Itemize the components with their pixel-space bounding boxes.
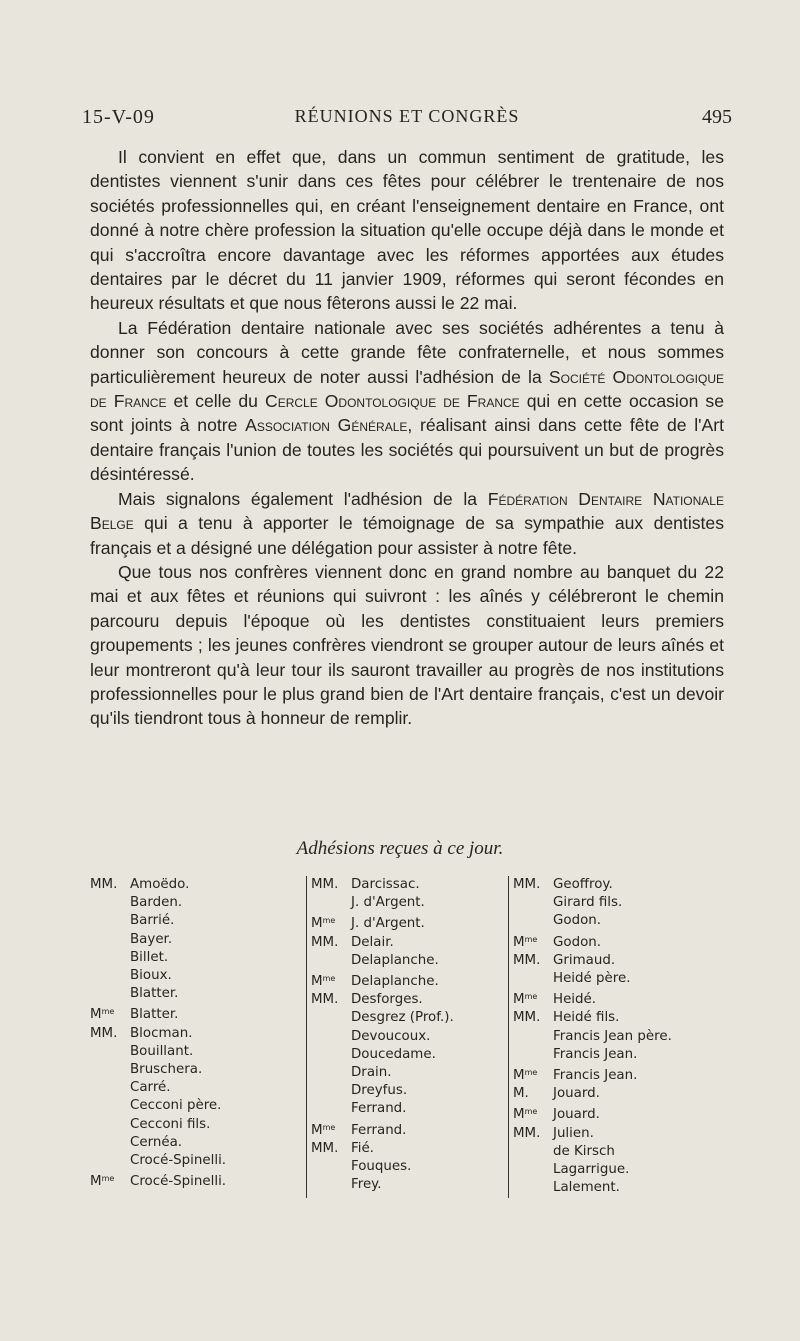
member-name: Francis Jean. [553, 1068, 638, 1084]
member-title-prefix: MM. [90, 1025, 118, 1041]
member-title-prefix: MM. [311, 992, 339, 1008]
member-name: Desgrez (Prof.). [351, 1010, 454, 1026]
member-name: Bouillant. [130, 1043, 194, 1059]
member-name: Lalement. [553, 1180, 620, 1196]
member-entry [311, 1100, 511, 1118]
member-name: Heidé fils. [553, 1010, 620, 1026]
member-name: Bayer. [130, 931, 173, 947]
member-name: Dreyfus. [351, 1083, 408, 1099]
member-name: Cernéa. [130, 1134, 183, 1150]
adhesions-column-2 [306, 876, 511, 1198]
member-entry [513, 1028, 733, 1046]
member-name: Heidé. [553, 992, 597, 1008]
member-entry [90, 1116, 290, 1134]
member-entry [90, 967, 290, 985]
member-name: Devoucoux. [351, 1028, 431, 1044]
member-entry [513, 931, 733, 952]
member-entry [513, 894, 733, 912]
member-entry [311, 1009, 511, 1027]
member-name: de Kirsch [553, 1143, 615, 1159]
member-entry [90, 985, 290, 1003]
member-title-prefix: MM. [513, 1125, 541, 1141]
paragraph-1-text: Il convient en effet que, dans un commun sentiment de gratitude, les dentistes viennent s'unir dans ces fêtes pour célébrer le trentenaire de nos sociétés professionnelles qui, en créant l'enseignement dentaire en France, ont donné à notre chère profession la situation qu'elle occupe déjà dans le monde et qui s'accroîtra encore davantage avec les réformes apportées aux études dentaires par le décret du 11 janvier 1909, réformes qui seront fécondes en heureux résultats et que nous fêterons aussi le 22 mai. [90, 147, 724, 314]
member-entry [311, 912, 511, 933]
member-entry [513, 1179, 733, 1197]
member-name: Jouard. [553, 1086, 600, 1102]
member-entry [311, 1028, 511, 1046]
member-name: Cecconi fils. [130, 1116, 211, 1132]
member-name: Francis Jean. [553, 1046, 638, 1062]
member-name: Fié. [351, 1140, 374, 1156]
member-name: Carré. [130, 1080, 171, 1096]
paragraph-3 [90, 487, 724, 560]
member-title-prefix: $M^{me}$ [90, 1174, 115, 1190]
member-title-prefix: $M^{me}$ [311, 974, 336, 990]
member-title-prefix: $M^{me}$ [311, 916, 336, 932]
member-name: Bioux. [130, 968, 172, 984]
member-entry [311, 1082, 511, 1100]
cercle-odontologique-name: Cercle Odontologique de France [264, 391, 520, 412]
paragraph-2-text-b: et celle du [166, 391, 265, 412]
member-name: Ferrand. [351, 1122, 407, 1138]
member-entry [513, 970, 733, 988]
member-title-prefix: MM. [90, 877, 118, 892]
member-name: Barrié. [130, 913, 175, 929]
adhesions-list-title: Adhésions reçues à ce jour. [296, 838, 504, 859]
member-entry [90, 1152, 290, 1170]
member-name: Bruschera. [130, 1062, 203, 1078]
paragraph-2-text-d: , réalisant ainsi dans cette fête de l'Art dentaire français l'union de toutes les sociétés qui poursuivent un but de progrès désintéressé. [90, 415, 725, 485]
member-entry [513, 1085, 733, 1103]
member-name: Crocé-Spinelli. [130, 1153, 227, 1169]
member-entry [90, 931, 290, 949]
paragraph-3-text-b: qui a tenu à apporter le témoignage de sa sympathie aux dentistes français et a désigné une délégation pour assister à notre fête. [90, 513, 724, 558]
member-name: Geoffroy. [553, 877, 613, 892]
member-name: Fouques. [351, 1159, 412, 1175]
member-entry [513, 1143, 733, 1161]
member-entry [513, 952, 733, 970]
article-body [90, 145, 724, 731]
member-entry [311, 970, 511, 991]
member-entry [513, 1046, 733, 1064]
member-name: Desforges. [351, 992, 423, 1008]
member-name: Amoëdo. [130, 877, 190, 892]
member-name: Delair. [351, 934, 394, 950]
member-name: Ferrand. [351, 1101, 407, 1117]
member-entry [311, 1064, 511, 1082]
member-title-prefix: MM. [513, 1010, 541, 1026]
member-entry [90, 1134, 290, 1152]
member-title-prefix: MM. [311, 1140, 339, 1156]
association-generale-name: Association Générale [245, 415, 408, 436]
member-title-prefix: $M^{me}$ [513, 1068, 538, 1084]
page-number: 495 [702, 106, 732, 128]
member-name: Cecconi père. [130, 1098, 222, 1114]
member-name: Delaplanche. [351, 974, 439, 990]
member-entry [90, 949, 290, 967]
member-title-prefix: $M^{me}$ [513, 992, 538, 1008]
member-name: Barden. [130, 895, 183, 911]
member-entry [311, 1140, 511, 1158]
member-title-prefix: MM. [311, 934, 339, 950]
member-name: Drain. [351, 1065, 392, 1081]
member-entry [513, 1009, 733, 1027]
member-name: J. d'Argent. [351, 895, 425, 911]
societe-odontologique-name: Société Odontologique de France [90, 366, 724, 412]
member-entry [90, 1025, 290, 1043]
member-title-prefix: $M^{me}$ [513, 934, 538, 950]
member-name: J. d'Argent. [351, 916, 425, 932]
member-title-prefix: MM. [513, 952, 541, 968]
member-name: Francis Jean père. [553, 1028, 672, 1044]
member-entry [90, 1061, 290, 1079]
federation-belge-name: Fédération Dentaire Nationale Belge [90, 488, 724, 534]
paragraph-2-text-a: La Fédération dentaire nationale avec ses sociétés adhérentes a tenu à donner son concours à cette grande fête confraternelle, et nous sommes particulièrement heureux de noter aussi l'adhésion de la [90, 317, 724, 387]
member-entry [311, 894, 511, 912]
member-entry [90, 1097, 290, 1115]
adhesions-column-1 [90, 876, 290, 1191]
member-name: Doucedame. [351, 1046, 436, 1062]
member-entry [513, 912, 733, 930]
member-title-prefix: $M^{me}$ [513, 1107, 538, 1123]
member-name: Blatter. [130, 986, 179, 1002]
paragraph-2 [90, 316, 724, 487]
member-entry [90, 894, 290, 912]
header-date: 15-V-09 [82, 106, 155, 128]
member-name: Jouard. [553, 1107, 600, 1123]
member-entry [513, 1064, 733, 1085]
member-name: Grimaud. [553, 952, 616, 968]
member-name: Lagarrigue. [553, 1162, 630, 1178]
member-name: Blocman. [130, 1025, 193, 1041]
member-entry [90, 876, 290, 894]
member-entry [311, 1158, 511, 1176]
member-entry [311, 952, 511, 970]
member-title-prefix: MM. [513, 877, 541, 892]
member-title-prefix: M. [513, 1086, 529, 1102]
header-title: RÉUNIONS ET CONGRÈS [294, 106, 520, 126]
member-entry [513, 1103, 733, 1124]
member-name: Heidé père. [553, 971, 631, 987]
paragraph-1 [90, 145, 724, 316]
member-name: Delaplanche. [351, 952, 439, 968]
member-name: Darcissac. [351, 877, 420, 892]
member-entry [311, 934, 511, 952]
member-entry [90, 1003, 290, 1024]
adhesions-column-3 [508, 876, 733, 1198]
member-name: Godon. [553, 934, 602, 950]
member-entry [311, 1119, 511, 1140]
member-entry [513, 1125, 733, 1143]
member-entry [513, 1161, 733, 1179]
member-name: Girard fils. [553, 895, 623, 911]
member-entry [311, 991, 511, 1009]
member-title-prefix: $M^{me}$ [90, 1007, 115, 1023]
paragraph-3-text-a: Mais signalons également l'adhésion de la [118, 488, 488, 509]
member-name: Frey. [351, 1177, 382, 1193]
member-entry [90, 912, 290, 930]
member-entry [311, 1176, 511, 1194]
member-title-prefix: MM. [311, 877, 339, 892]
member-name: Godon. [553, 913, 602, 929]
member-name: Crocé-Spinelli. [130, 1174, 227, 1190]
member-entry [90, 1043, 290, 1061]
member-entry [90, 1170, 290, 1191]
member-entry [90, 1079, 290, 1097]
member-name: Billet. [130, 949, 169, 965]
member-entry [311, 876, 511, 894]
member-entry [513, 988, 733, 1009]
paragraph-4-text: Que tous nos confrères viennent donc en grand nombre au banquet du 22 mai et aux fêtes et réunions qui suivront : les aînés y célébreront le chemin parcouru depuis l'époque où les dentistes constituaient leurs premiers groupements ; les jeunes confrères viendront se grouper autour de leurs aînés et leur montreront qu'à leur tour ils sauront travailler au progrès de nos institutions professionnelles pour le plus grand bien de l'Art dentaire français, c'est un devoir qu'ils tiendront tous à honneur de remplir. [90, 561, 724, 729]
member-entry [513, 876, 733, 894]
paragraph-2-text-c: qui en cette occasion se sont joints à notre [90, 391, 725, 436]
member-name: Blatter. [130, 1007, 179, 1023]
running-header [82, 106, 732, 136]
paragraph-4 [90, 560, 724, 731]
member-title-prefix: $M^{me}$ [311, 1122, 336, 1138]
member-entry [311, 1046, 511, 1064]
member-name: Julien. [553, 1125, 594, 1141]
